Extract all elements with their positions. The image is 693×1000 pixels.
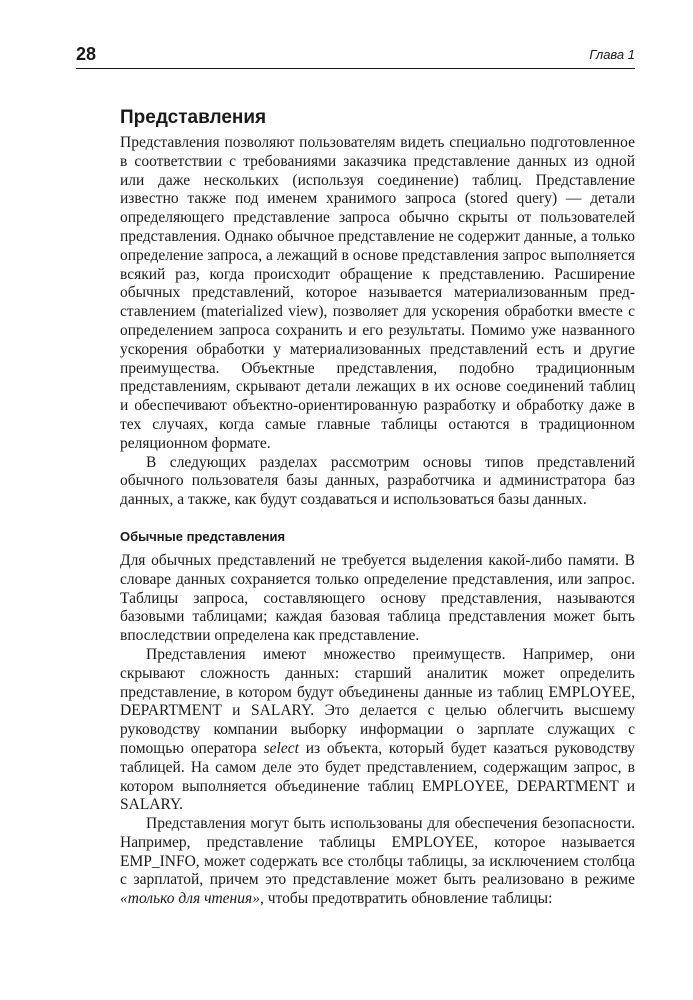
section-heading: Представления — [120, 107, 267, 128]
subsection-paragraph: Для обычных представлений не требуется выделения какой-либо памяти. В словаре данных сохраняется только определение представления, или запрос. Таблицы запроса, составляющего основу представления, называются базовыми таблицами; каждая базовая таблица представления может быть впоследствии определена как представление. — [120, 551, 635, 645]
paragraph-text: , чтобы предотвратить обновление таблицы: — [259, 890, 553, 908]
page-body — [120, 106, 635, 909]
paragraph-text: Представления имеют множество преимуществ. Например, они скрывают сложность данных: старший аналитик может определить представление, в котором будут объединены данные из таблиц EMPLOYEE, DEPARTMENT и SALARY. Это делается с целью облегчить высшему руководству компании выборку информации о зарплате служащих с помощью оператора — [120, 645, 635, 757]
emphasized-keyword: select — [263, 739, 299, 757]
header-divider — [76, 68, 635, 69]
subsection-paragraph — [120, 646, 635, 815]
paragraph-text: из объекта, который будет казаться руководству таблицей. На самом деле это будет представлением, содержащим запрос, в котором выполняется объединение таблиц EMPLOYEE, DEPARTMENT и SALARY. — [120, 739, 636, 814]
subsection-paragraph — [120, 815, 635, 909]
section-paragraph: Представления позволяют пользователям видеть специально подготовленное в соответствии с требованиями заказчика представление данных из одной или даже нескольких (используя соединение) таблиц. Представление известно также под именем хранимого запроса (stored query) — детали определяющего представление запроса обычно скрыты от пользователей представления. Однако обычное представление не содержит данные, а только определение запроса, а лежащий в основе представления запрос выполняется всякий раз, когда происходит обращение к представлению. Расширение обычных представлений, которое называется материализованным представлением (materialized view), позволяет для ускорения обработки вместе с определением запроса сохранить и его результаты. Помимо уже названного ускорения обработки у материализованных представлений есть и другие преимущества. Объектные представления, подобно традиционным представлениям, скрывают детали лежащих в их основе соединений таблиц и обеспечивают объектно-ориентированную разработку и обработку даже в тех случаях, когда самые главные таблицы остаются в традиционном реляционном формате. — [120, 134, 635, 452]
page-header — [76, 44, 635, 70]
page-number: 28 — [76, 44, 97, 64]
chapter-title: Глава 1 — [589, 47, 635, 62]
subsection-heading: Обычные представления — [120, 528, 286, 544]
emphasized-phrase: «только для чтения» — [120, 890, 260, 908]
section-paragraph: В следующих разделах рассмотрим основы типов представлений обычного пользователя базы данных, разработчика и администратора баз данных, а также, как будут создаваться и использоваться базы данных. — [120, 453, 635, 509]
paragraph-text: Представления могут быть использованы для обеспечения безопасности. Например, представление таблицы EMPLOYEE, которое называется EMP_INFO, может содержать все столбцы таблицы, за исключением столбца с зарплатой, причем это представление может быть реализовано в режиме — [120, 815, 635, 889]
